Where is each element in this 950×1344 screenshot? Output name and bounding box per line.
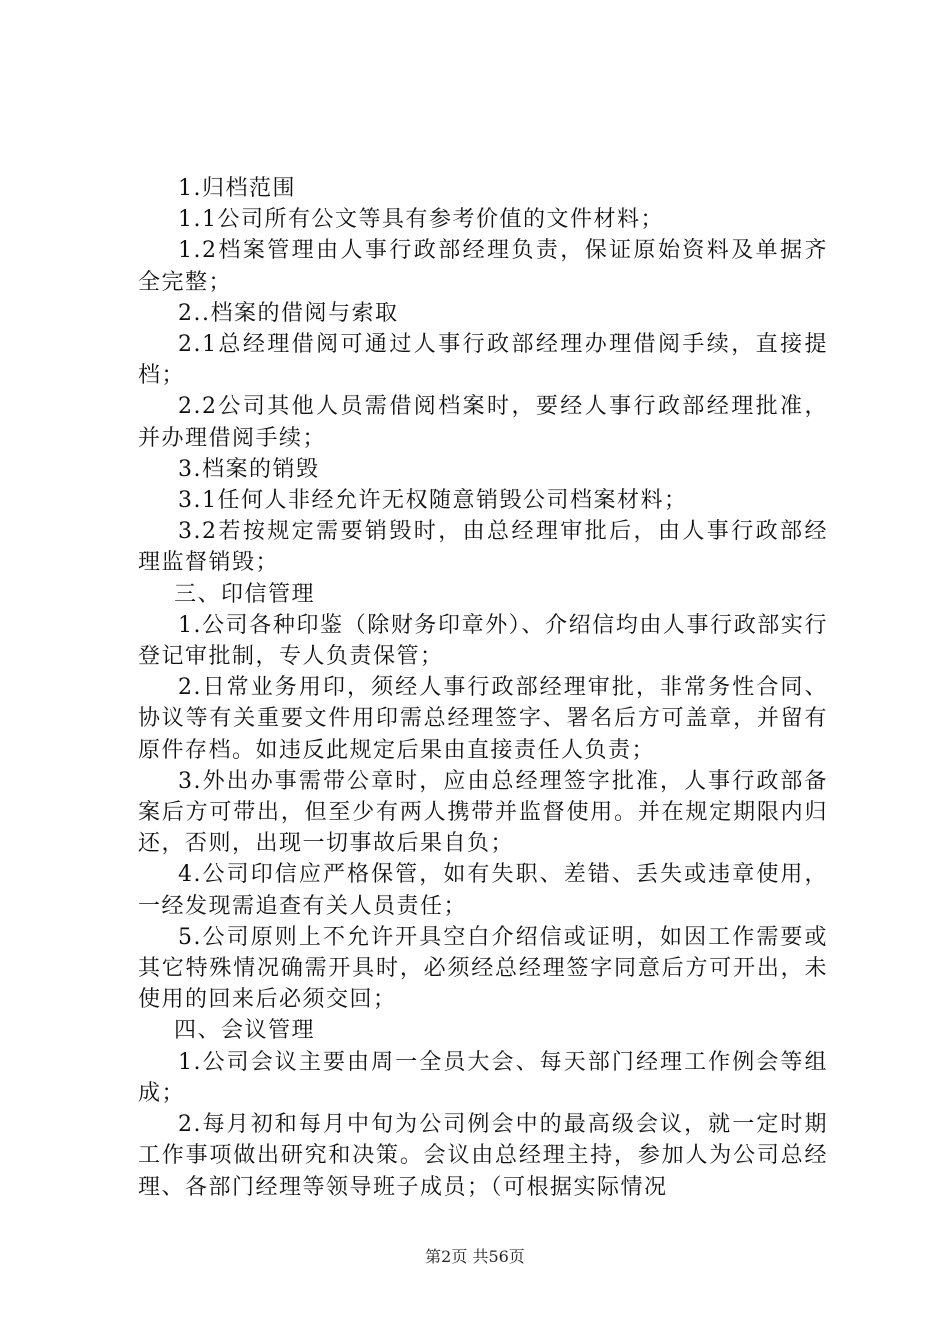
paragraph: 5.公司原则上不允许开具空白介绍信或证明，如因工作需要或其它特殊情况确需开具时，必须经总经理签字同意后方可开出，未使用的回来后必须交回；: [138, 924, 828, 1013]
paragraph: 2.2公司其他人员需借阅档案时，要经人事行政部经理批准，并办理借阅手续；: [138, 394, 828, 451]
paragraph: 2..档案的借阅与索取: [178, 300, 399, 326]
section-heading: 三、印信管理: [174, 581, 316, 607]
paragraph: 1.2档案管理由人事行政部经理负责，保证原始资料及单据齐全完整；: [138, 238, 828, 295]
section-heading: 四、会议管理: [174, 1018, 316, 1044]
paragraph: 1.公司各种印鉴（除财务印章外）、介绍信均由人事行政部实行登记审批制，专人负责保管；: [138, 612, 828, 670]
paragraph: 1.1公司所有公文等具有参考价值的文件材料；: [178, 207, 664, 233]
paragraph: 3.档案的销毁: [178, 456, 320, 482]
paragraph: 3.2若按规定需要销毁时，由总经理审批后，由人事行政部经理监督销毁；: [138, 519, 828, 576]
paragraph: 1.公司会议主要由周一全员大会、每天部门经理工作例会等组成；: [138, 1049, 828, 1106]
paragraph: 1.归档范围: [178, 176, 296, 201]
paragraph: 3.1任何人非经允许无权随意销毁公司档案材料；: [178, 488, 688, 514]
paragraph: 4.公司印信应严格保管，如有失职、差错、丢失或违章使用，一经发现需追查有关人员责任；: [138, 862, 828, 919]
document-body: [138, 173, 828, 1203]
paragraph: 2.每月初和每月中旬为公司例会中的最高级会议，就一定时期工作事项做出研究和决策。会议由总经理主持，参加人为公司总经理、各部门经理等领导班子成员；（可根据实际情况: [138, 1112, 828, 1200]
paragraph: 2.1总经理借阅可通过人事行政部经理办理借阅手续，直接提档；: [138, 332, 828, 389]
paragraph: 3.外出办事需带公章时，应由总经理签字批准，人事行政部备案后方可带出，但至少有两人携带并监督使用。并在规定期限内归还，否则，出现一切事故后果自负；: [138, 768, 828, 857]
paragraph: 2.日常业务用印，须经人事行政部经理审批，非常务性合同、协议等有关重要文件用印需总经理签字、署名后方可盖章，并留有原件存档。如违反此规定后果由直接责任人负责；: [138, 675, 828, 763]
page-number-footer: 第2页 共56页: [425, 1247, 525, 1266]
